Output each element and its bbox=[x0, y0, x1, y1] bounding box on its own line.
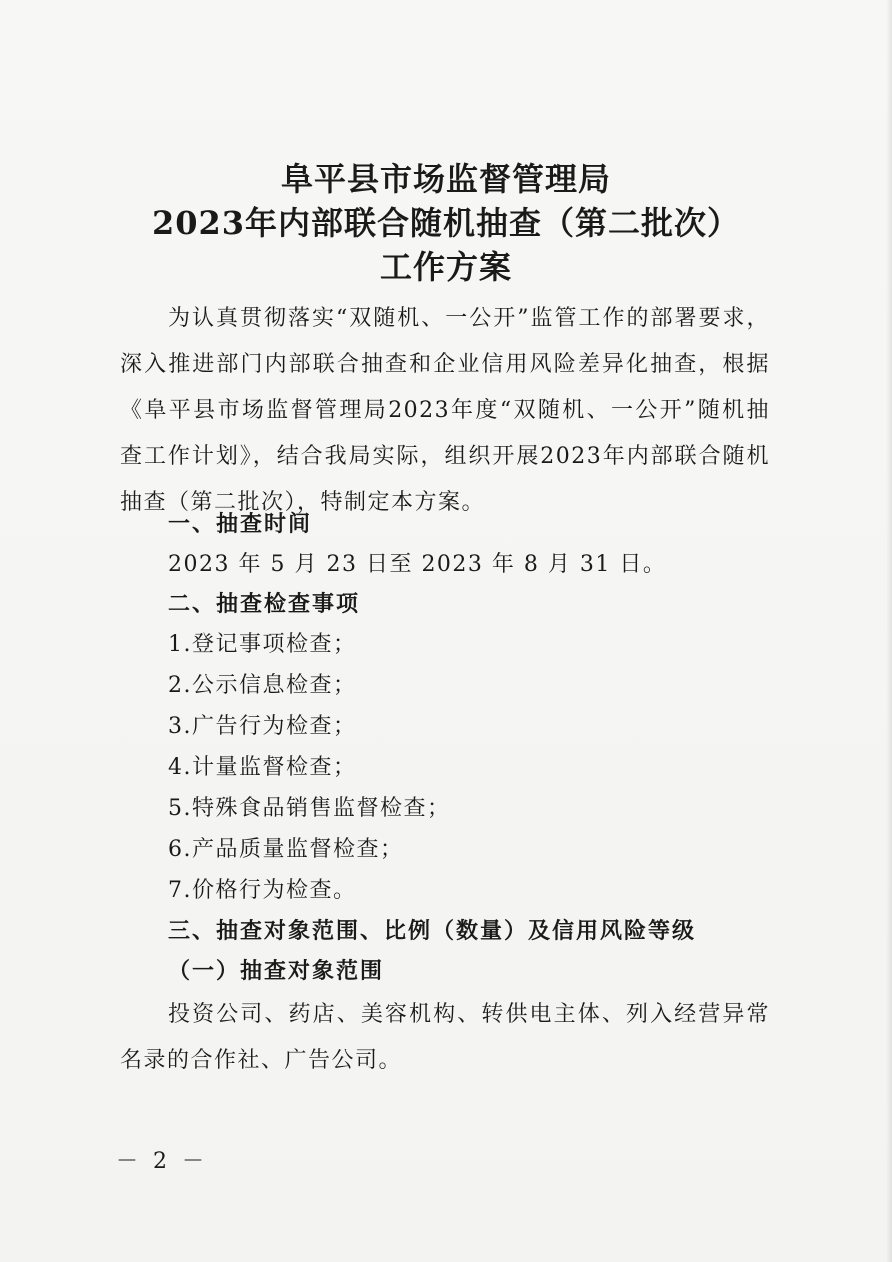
title-line-2: 2023年内部联合随机抽查（第二批次） bbox=[151, 204, 741, 242]
intro-paragraph: 为认真贯彻落实“双随机、一公开”监管工作的部署要求，深入推进部门内部联合抽查和企业信用风险差异化抽查，根据《阜平县市场监督管理局2023年度“双随机、一公开”随机抽查工作计划》，结合我局实际，组织开展2023年内部联合随机抽查（第二批次），特制定本方案。 bbox=[120, 306, 770, 515]
section3-heading: 三、抽查对象范围、比例（数量）及信用风险等级 bbox=[168, 919, 697, 944]
section3-text: 投资公司、药店、美容机构、转供电主体、列入经营异常名录的合作社、广告公司。 bbox=[120, 1002, 770, 1073]
section2-item: 6.产品质量监督检查； bbox=[168, 837, 404, 862]
section3-sub-heading: （一）抽查对象范围 bbox=[168, 959, 385, 984]
title-line-3: 工作方案 bbox=[379, 248, 512, 286]
section2-item: 2.公示信息检查； bbox=[168, 673, 357, 698]
section2-item: 4.计量监督检查； bbox=[168, 755, 357, 780]
section2-item: 3.广告行为检查； bbox=[168, 714, 357, 739]
section2-item: 5.特殊食品销售监督检查； bbox=[168, 796, 451, 821]
title-line-1: 阜平县市场监督管理局 bbox=[280, 160, 611, 198]
section2-item: 1.登记事项检查； bbox=[168, 632, 357, 657]
section1-text: 2023 年 5 月 23 日至 2023 年 8 月 31 日。 bbox=[168, 552, 667, 577]
section2-item: 7.价格行为检查。 bbox=[168, 878, 357, 903]
section1-heading: 一、抽查时间 bbox=[168, 512, 313, 537]
page-number: － 2 － bbox=[116, 1149, 208, 1174]
section2-heading: 二、抽查检查事项 bbox=[168, 592, 361, 617]
